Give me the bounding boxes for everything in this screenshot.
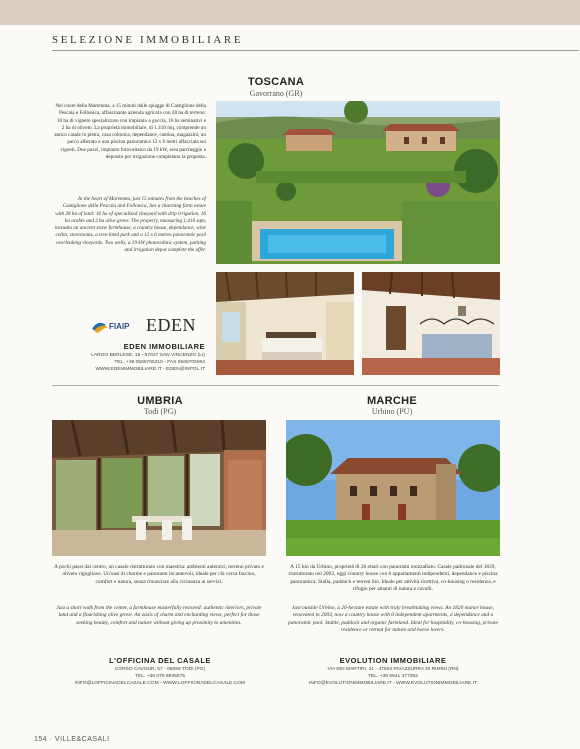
svg-text:FIAIP: FIAIP	[109, 322, 130, 331]
toscana-heading: TOSCANA	[247, 76, 305, 88]
section-title: SELEZIONE IMMOBILIARE	[52, 34, 244, 46]
umbria-conservatory-photo	[52, 420, 266, 556]
umbria-heading: UMBRIA	[137, 395, 183, 407]
toscana-text-en: In the heart of Maremma, just 15 minutes from the beaches of Castiglione della Pescaia and Follonica, lies a charming farm estate with 28 ha of land: 10 ha of specialized vineyard with drip irrigation, 16 ha arable and 2 ha olive grove. The property, measuring 1,410 sqm, includes an ancient stone farmhouse, a country house, dependance, wine cellar, storerooms, a tree-lined park and a 12 x 6 metres panoramic pool overlooking vineyards. Two wells, a 19 kW photovoltaic system, parking and irrigation depot complete the offer.	[54, 196, 206, 254]
marche-web: INFO@EVOLUTIONIMMOBILIARE.IT - WWW.EVOLUTIONIMMOBILIARE.IT	[309, 681, 477, 686]
marche-address: VIA DEI MARTIRI, 21 - 47924 RIVAZZURRA DI RIMINI (RN)	[327, 667, 459, 672]
umbria-address: CORSO CAVOUR, 57 - 06059 TODI (PG)	[114, 667, 206, 672]
umbria-web: INFO@LOFFICINADELCASALE.COM - WWW.LOFFICINADELCASALE.COM	[74, 681, 246, 686]
fiaip-logo	[90, 317, 134, 335]
toscana-town: Gavorrano (GR)	[249, 89, 303, 98]
eden-logo: EDEN	[146, 315, 196, 335]
toscana-villa-photo	[216, 101, 500, 264]
umbria-phone: TEL. +39 075 8945075	[135, 674, 185, 679]
page-footer: 154 · VILLE&CASALI	[34, 736, 110, 743]
umbria-text-it: A pochi passi dal centro, un casale ristrutturato con maestria: ambienti autentici, terreno privato e oliveto rigoglioso. Un'oasi di charme e panorami incantevoli, ideale per chi cerca fascino, comfort e natura, senza rinunciare alla vicinanza ai servizi.	[54, 564, 264, 585]
top-band	[0, 0, 580, 25]
marche-text-en: Just outside Urbino, a 26-hectare estate with truly breathtaking views. An 1820 manor house, renovated in 2003, now a country house with 6 independent apartments, a dependance and a panoramic pool. Stable, paddock and organic farmland. Ideal for hospitality, co-housing, private residence or retreat for nature and horse lovers.	[288, 605, 498, 633]
toscana-web: WWW.EDENIMMOBILIARE.IT - EDEN@INPOL.IT	[95, 367, 205, 372]
umbria-agency: L'OFFICINA DEL CASALE	[109, 656, 211, 665]
toscana-phone: TEL. +39 0565705210 - FAX 0565705064	[114, 360, 205, 365]
umbria-text-en: Just a short walk from the center, a farmhouse masterfully restored: authentic interiors, private land and a flourishing olive grove. An oasis of charm and enchanting views, perfect for those seeking beauty, comfort and nature without giving up proximity to amenities.	[56, 605, 262, 626]
section-divider	[52, 385, 499, 386]
umbria-town: Todi (PG)	[143, 407, 177, 416]
toscana-bedroom-photo-1	[216, 272, 354, 375]
toscana-text-it: Nel cuore della Maremma, a 15 minuti dalle spiagge di Castiglione della Pescaia e Follonica, affascinante azienda agricola con 28 ha di terreno: 10 ha di vigneto specializzato con impianto a goccia, 16 ha seminativi e 2 ha di oliveto. La proprietà immobiliare, di 1.410 mq, comprende un antico casale in pietra, casa colonica, dependance, cantina, magazzini, un parco alberato e una piscina panoramica 12 x 6 metri affacciata sui vigneti. Due pozzi, impianto fotovoltaico da 19 kW, area parcheggio e deposito per irrigazione completano la proposta.	[54, 103, 206, 161]
toscana-address: LARGO BERLESE, 15 - 57027 SAN VINCENZO (LI)	[91, 353, 205, 358]
marche-agency: EVOLUTION IMMOBILIARE	[339, 656, 447, 665]
marche-town: Urbino (PU)	[371, 407, 413, 416]
toscana-bedroom-photo-2	[362, 272, 500, 375]
marche-text-it: A 15 km da Urbino, proprietà di 26 ettari con panorami mozzafiato. Casale padronale del 1820, ristrutturato nel 2003, oggi country house con 6 appartamenti indipendenti, dependance e piscina panoramica. Stalla, paddock e terreni bio. Ideale per attività ricettiva, co-housing o residenza, e rifugio per amanti di natura e cavalli.	[288, 564, 498, 592]
marche-phone: TEL. +39 0541 377352	[368, 674, 418, 679]
section-rule	[52, 50, 579, 51]
marche-heading: MARCHE	[366, 395, 418, 407]
marche-farmhouse-photo	[286, 420, 500, 556]
toscana-agency: EDEN IMMOBILIARE	[123, 342, 205, 351]
